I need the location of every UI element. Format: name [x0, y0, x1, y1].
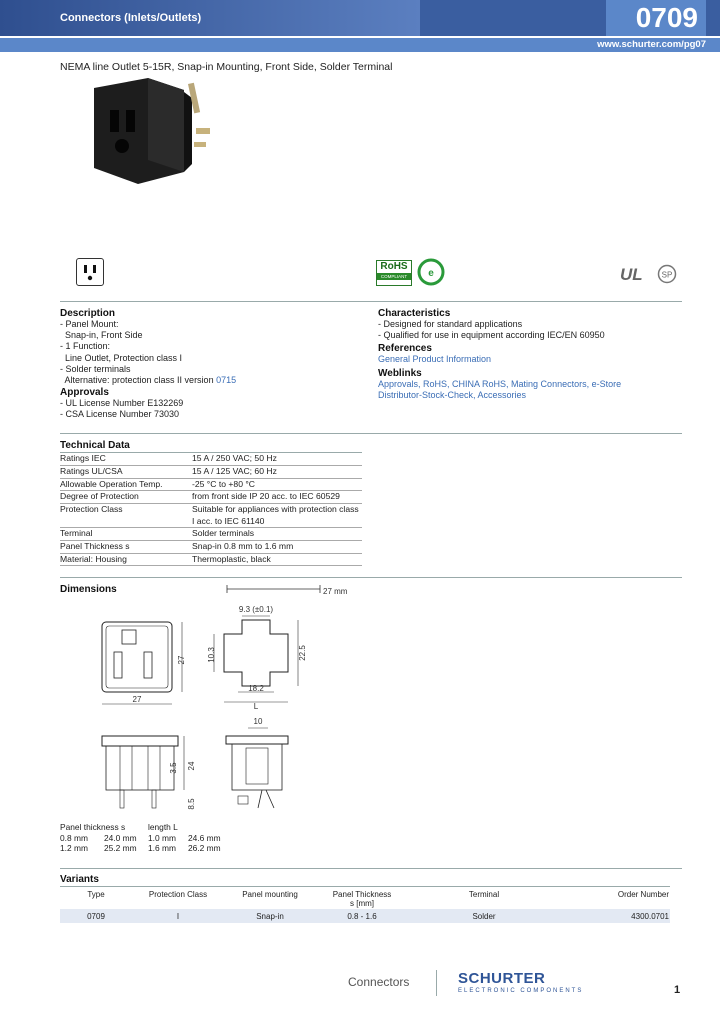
footer-divider: [436, 970, 437, 996]
product-code: 0709: [606, 0, 706, 36]
table-row: Material: Housing Thermoplastic, black: [60, 553, 362, 566]
rohs-icon: RoHS COMPLIANT: [376, 260, 412, 286]
table-row: Ratings IEC 15 A / 250 VAC; 50 Hz: [60, 453, 362, 465]
protection-class-icon: [76, 258, 104, 286]
svg-text:18.2: 18.2: [248, 684, 264, 693]
description-line: - Solder terminals: [60, 363, 131, 374]
side-view-drawing: [222, 712, 296, 816]
table-row: Degree of Protection from front side IP 20 acc. to IEC 60529: [60, 491, 362, 504]
characteristics-heading: Characteristics: [378, 308, 451, 319]
weblinks-line-2[interactable]: Distributor-Stock-Check, Accessories: [378, 389, 527, 400]
description-heading: Description: [60, 308, 116, 319]
approvals-heading: Approvals: [60, 387, 109, 399]
alternative-0715-link[interactable]: 0715: [216, 375, 237, 386]
svg-text:22.5: 22.5: [298, 645, 307, 661]
china-rohs-icon: [416, 258, 446, 286]
weblinks-heading: Weblinks: [378, 367, 422, 379]
description-line: - 1 Function:: [60, 341, 111, 352]
schurter-logo: SCHURTER ELECTRONIC COMPONENTS: [458, 970, 584, 994]
table-row: Ratings UL/CSA 15 A / 125 VAC; 60 Hz: [60, 465, 362, 478]
dimensions-heading: Dimensions: [60, 584, 117, 595]
bottom-view-drawing: [96, 726, 204, 818]
technical-data-table: [60, 453, 362, 566]
footer-section-name: Connectors: [348, 975, 410, 989]
divider: [60, 886, 670, 887]
characteristics-section: [378, 308, 621, 401]
table-row: Allowable Operation Temp. -25 °C to +80 °C: [60, 478, 362, 491]
description-line: Snap-in, Front Side: [60, 330, 143, 341]
references-heading: References: [378, 343, 432, 355]
table-header-row: Type Protection Class Panel mounting Panel Thickness s [mm] Terminal Order Number: [87, 890, 669, 908]
divider: [60, 433, 682, 434]
panel-thickness-table: Panel thickness s length L 0.8 mm 24.0 mm 1.0 mm 24.6 mm 1.2 mm 25.2 mm 1.6 mm 26.2 mm: [60, 822, 221, 854]
general-product-info-link[interactable]: General Product Information: [378, 354, 492, 365]
svg-text:e: e: [428, 268, 434, 279]
technical-data-heading: Technical Data: [60, 440, 130, 451]
product-photo: [88, 76, 218, 188]
characteristics-line: - Designed for standard applications: [378, 319, 523, 329]
divider: [60, 577, 682, 578]
svg-text:27: 27: [177, 655, 186, 665]
description-line: Line Outlet, Protection class I: [60, 352, 183, 363]
table-row: 0.8 mm 24.0 mm 1.0 mm 24.6 mm: [60, 832, 221, 843]
description-alternative: Alternative: protection class II version 0715: [60, 375, 237, 386]
approval-line: - CSA License Number 73030: [60, 409, 180, 420]
svg-text:SP: SP: [661, 270, 673, 280]
table-row: 1.2 mm 25.2 mm 1.6 mm 26.2 mm: [60, 843, 221, 854]
table-row: Protection Class Suitable for appliances with protection class I acc. to IEC 61140: [60, 504, 362, 528]
svg-text:L: L: [253, 702, 259, 710]
table-row: 0709 I Snap-in 0.8 - 1.6 Solder 4300.0701: [60, 909, 670, 923]
svg-text:27: 27: [132, 695, 142, 704]
svg-text:8.5: 8.5: [187, 798, 196, 810]
characteristics-line: - Qualified for use in equipment according IEC/EN 60950: [378, 330, 605, 341]
description-section: [60, 308, 236, 421]
svg-text:24: 24: [187, 761, 196, 771]
svg-text:9.3 (±0.1): 9.3 (±0.1): [238, 605, 274, 614]
divider: [60, 301, 682, 302]
svg-text:3.5: 3.5: [169, 762, 178, 774]
variants-table: [60, 889, 670, 923]
svg-text:10: 10: [253, 717, 263, 726]
svg-text:10.3: 10.3: [207, 647, 216, 663]
svg-text:UL: UL: [620, 265, 643, 284]
divider: [60, 868, 682, 869]
website-link[interactable]: www.schurter.com/pg07: [597, 39, 706, 50]
page-number: 1: [674, 984, 681, 996]
approval-line: - UL License Number E132269: [60, 398, 184, 409]
panel-cutout-drawing: [206, 600, 310, 710]
description-line: - Panel Mount:: [60, 319, 119, 329]
product-subtitle: NEMA line Outlet 5-15R, Snap-in Mounting, Front Side, Solder Terminal: [60, 61, 393, 73]
weblinks-line-1[interactable]: Approvals, RoHS, CHINA RoHS, Mating Connectors, e-Store: [378, 378, 622, 389]
scale-bar: [226, 585, 356, 599]
front-view-drawing: [96, 612, 188, 712]
category-title: Connectors (Inlets/Outlets): [60, 12, 202, 24]
table-row: Terminal Solder terminals: [60, 528, 362, 541]
svg-text:27 mm: 27 mm: [323, 587, 348, 596]
table-row: Panel Thickness s Snap-in 0.8 mm to 1.6 mm: [60, 540, 362, 553]
variants-heading: Variants: [60, 874, 99, 885]
ul-csa-approval-icon: [618, 262, 682, 286]
